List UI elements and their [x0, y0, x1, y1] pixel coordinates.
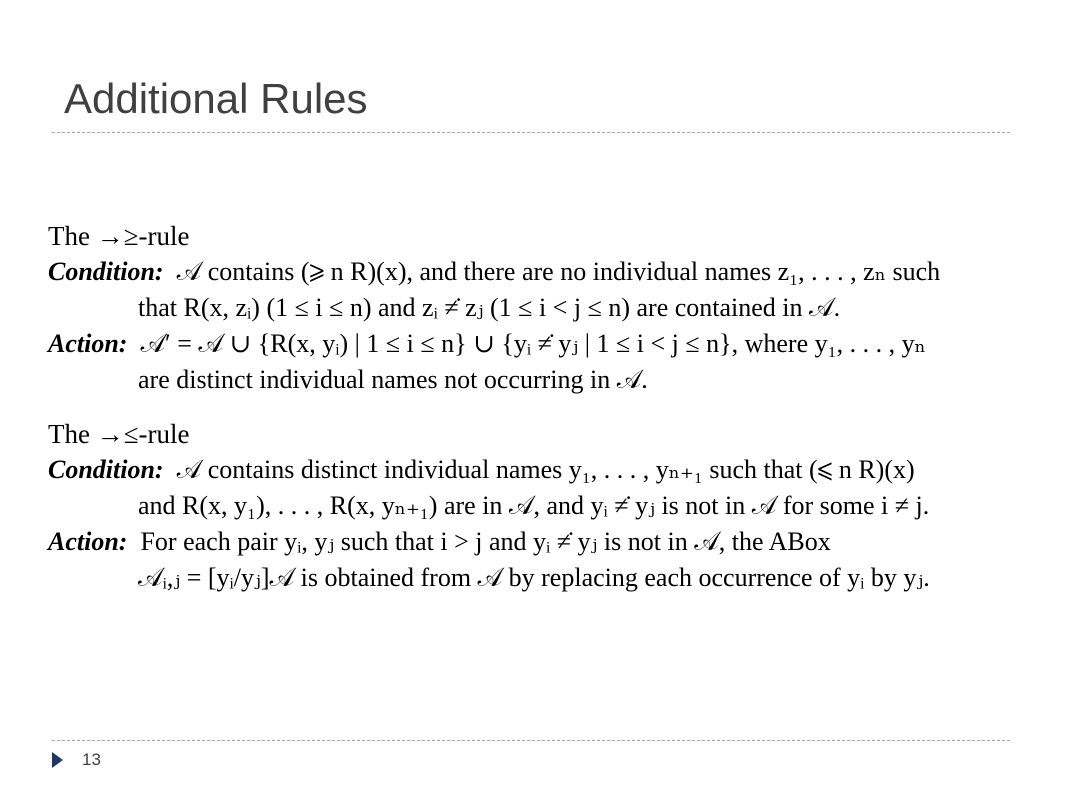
action-row: [48, 524, 1014, 560]
condition-label: Condition:: [48, 257, 164, 286]
condition-text-line2: and R(x, y₁), . . . , R(x, yₙ₊₁) are in 𝒜, and yᵢ ≠̇ yⱼ is not in 𝒜 for some i ≠ j.: [138, 491, 930, 520]
footer-divider: [52, 740, 1010, 741]
condition-row: [48, 452, 1014, 488]
action-label: Action:: [48, 527, 128, 556]
page-number: 13: [82, 750, 101, 769]
slide-title: Additional Rules: [64, 75, 368, 122]
condition-text-line2: that R(x, zᵢ) (1 ≤ i ≤ n) and zᵢ ≠̇ zⱼ (1 ≤ i < j ≤ n) are contained in 𝒜.: [138, 293, 841, 322]
condition-text-line1: 𝒜 contains distinct individual names y₁, . . . , yₙ₊₁ such that (⩽ n R)(x): [176, 455, 915, 484]
action-label: Action:: [48, 329, 128, 358]
triangle-bullet-icon: [52, 752, 63, 768]
action-text-line1: 𝒜′ = 𝒜 ∪ {R(x, yᵢ) | 1 ≤ i ≤ n} ∪ {yᵢ ≠̇ yⱼ | 1 ≤ i < j ≤ n}, where y₁, . . . , yₙ: [140, 329, 926, 358]
rule-heading: The →≥-rule: [48, 221, 190, 251]
action-text-line2: 𝒜ᵢ,ⱼ = [yᵢ/yⱼ]𝒜 is obtained from 𝒜 by replacing each occurrence of yᵢ by yⱼ.: [138, 563, 930, 592]
condition-label: Condition:: [48, 455, 164, 484]
action-row: [48, 326, 1014, 362]
rules-content: [48, 218, 1014, 596]
action-text-line2: are distinct individual names not occurring in 𝒜.: [138, 365, 648, 394]
title-divider: [52, 132, 1010, 133]
condition-text-line1: 𝒜 contains (⩾ n R)(x), and there are no individual names z₁, . . . , zₙ such: [176, 257, 941, 286]
rule-heading: The →≤-rule: [48, 419, 190, 449]
condition-row: [48, 254, 1014, 290]
action-text-line1: For each pair yᵢ, yⱼ such that i > j and yᵢ ≠̇ yⱼ is not in 𝒜, the ABox: [140, 527, 831, 556]
at-most-rule: [48, 416, 1014, 596]
at-least-rule: [48, 218, 1014, 398]
